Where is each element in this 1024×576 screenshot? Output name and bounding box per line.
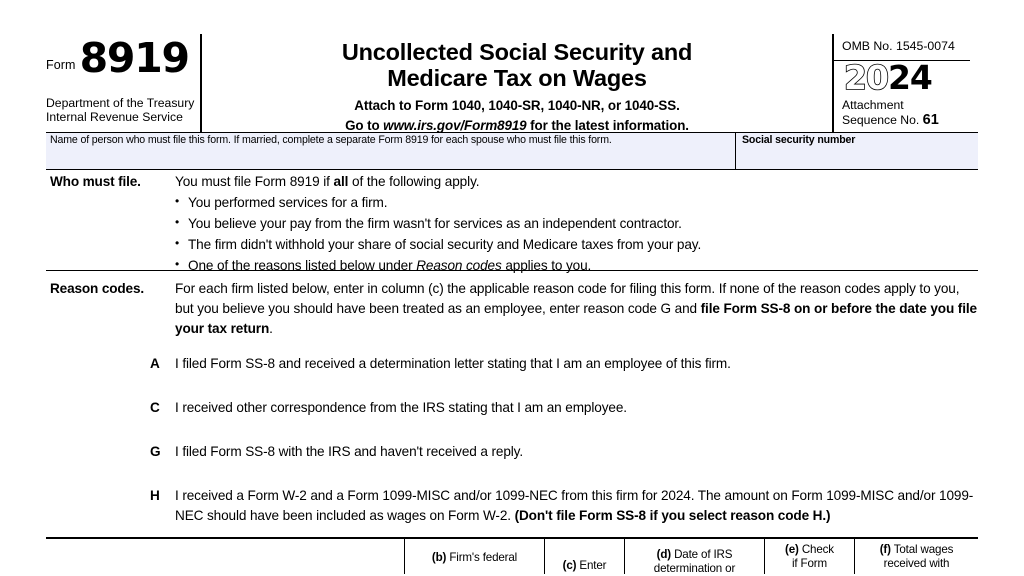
column-marker-e: (e) [785,543,799,556]
ssn-field-label: Social security number [742,134,856,146]
form-word-label: Form [46,58,76,72]
column-marker-b: (b) [431,551,447,564]
column-header-d [625,548,764,576]
table-column-c [545,539,625,574]
column-marker-d: (d) [656,548,671,561]
column-title-f-line2: received with [883,557,950,571]
reason-codes-label: Reason codes. [50,281,144,296]
column-header-c [545,559,624,573]
reason-codes-body [175,279,978,339]
attachment-sequence [842,98,939,129]
list-item [175,256,978,276]
reason-code-letter: G [150,444,161,460]
form-title-line-1: Uncollected Social Security and [341,39,693,65]
reason-code-text [175,488,973,523]
form-title [202,40,832,92]
list-item [175,214,978,234]
reason-code-letter: A [150,356,160,371]
list-item [175,235,978,255]
tax-year-century: 20 [844,58,888,97]
bullet-text-pre: One of the reasons listed below under [188,258,417,274]
form-title-line-2: Medicare Tax on Wages [387,64,647,91]
bullet-text-post: applies to you. [501,258,592,274]
reason-code-text-emphasis: (Don't file Form SS-8 if you select reason code H.) [514,508,831,524]
column-title-e: Check [798,543,834,556]
column-header-e [765,543,854,571]
sequence-number: 61 [922,112,939,129]
identity-row [46,132,978,170]
reason-para-part3: . [269,321,273,337]
reason-codes-section [46,279,978,339]
bullet-text-italic: Reason codes [416,258,502,274]
name-field-cell[interactable] [46,133,736,169]
reason-code-letter: H [150,488,160,504]
lead-suffix: of the following apply. [348,174,480,189]
who-must-file-bullets [175,193,978,276]
form-header [46,34,978,132]
column-title-c: Enter [576,559,607,572]
reason-code-text-part1: I received a Form W-2 and a Form 1099-MISC and/or 1099-NEC from this firm for 2024. The amount on Form 1099-MISC and/or 1099-NEC should have been included as wages on Form W-2. [175,488,974,524]
table-column-e [765,539,855,574]
goto-suffix: for the latest information. [526,117,689,133]
who-must-file-label: Who must file. [50,174,141,189]
ssn-field-cell[interactable] [736,133,978,169]
reason-code-text: I filed Form SS-8 and received a determination letter stating that I am an employee of this firm. [175,356,731,371]
column-title-d-line2: determination or [653,562,736,576]
table-column-a [46,539,405,574]
list-item [46,442,978,462]
firms-table-header [46,539,978,574]
reason-code-list [46,354,978,527]
who-must-file-body [175,172,978,277]
name-field-label: Name of person who must file this form. If married, complete a separate Form 8919 for each spouse who must file this form. [50,134,612,146]
reason-para-part1: For each firm listed below, enter in column (c) the applicable reason code for filing this form. If none of the reason codes apply to you, but you believe you should have been treated as an employee, enter reason code G and [175,281,960,317]
irs-url-link[interactable]: www.irs.gov/Form8919 [383,117,527,133]
list-item [175,193,978,213]
who-must-file-section [46,172,978,277]
list-item [46,398,978,418]
reason-code-letter: C [150,400,160,416]
column-marker-c: (c) [562,559,577,572]
table-column-d [625,539,765,574]
goto-instruction [202,118,832,133]
who-must-file-lead [175,172,978,192]
column-title-f: Total wages [890,543,954,556]
department-line-1: Department of the Treasury [46,96,195,110]
section-divider [46,270,978,271]
attach-instruction: Attach to Form 1040, 1040-SR, 1040-NR, or 1040-SS. [354,97,680,113]
column-title-d: Date of IRS [671,548,733,561]
department-line-2: Internal Revenue Service [46,110,183,125]
form-number-block [46,34,202,132]
reason-code-text: I received other correspondence from the IRS stating that I am an employee. [175,400,627,416]
column-title-b: Firm's federal [446,551,518,564]
attachment-label: Attachment [842,98,904,112]
form-title-block [202,34,832,132]
omb-year-block [832,34,978,132]
form-identifier [46,34,189,82]
tax-year-digits: 24 [887,58,932,97]
bullet-text: The firm didn't withhold your share of social security and Medicare taxes from your pay. [188,237,702,253]
list-item [46,486,978,526]
bullet-text: You performed services for a firm. [188,195,388,211]
reason-para-emphasis: file Form SS-8 on or before the date you file your tax return [175,301,977,337]
tax-year [844,58,932,97]
sequence-label: Sequence No. [842,113,920,128]
bullet-text: You believe your pay from the firm wasn't for services as an independent contractor. [188,216,682,232]
department-agency [46,96,194,125]
column-header-b [405,551,544,565]
table-column-f [855,539,978,574]
column-title-e-line2: if Form [791,557,828,571]
list-item [46,354,978,374]
form-number: 8919 [79,34,189,82]
sequence-line [842,112,939,129]
lead-emphasis: all [333,174,349,189]
omb-number: OMB No. 1545-0074 [842,39,955,53]
goto-prefix: Go to [345,117,384,133]
reason-code-text: I filed Form SS-8 with the IRS and haven't received a reply. [175,444,523,460]
column-header-f [855,543,978,571]
column-marker-f: (f) [879,543,891,556]
table-column-b [405,539,545,574]
reason-codes-paragraph [175,279,978,339]
lead-prefix: You must file Form 8919 if [175,174,334,189]
